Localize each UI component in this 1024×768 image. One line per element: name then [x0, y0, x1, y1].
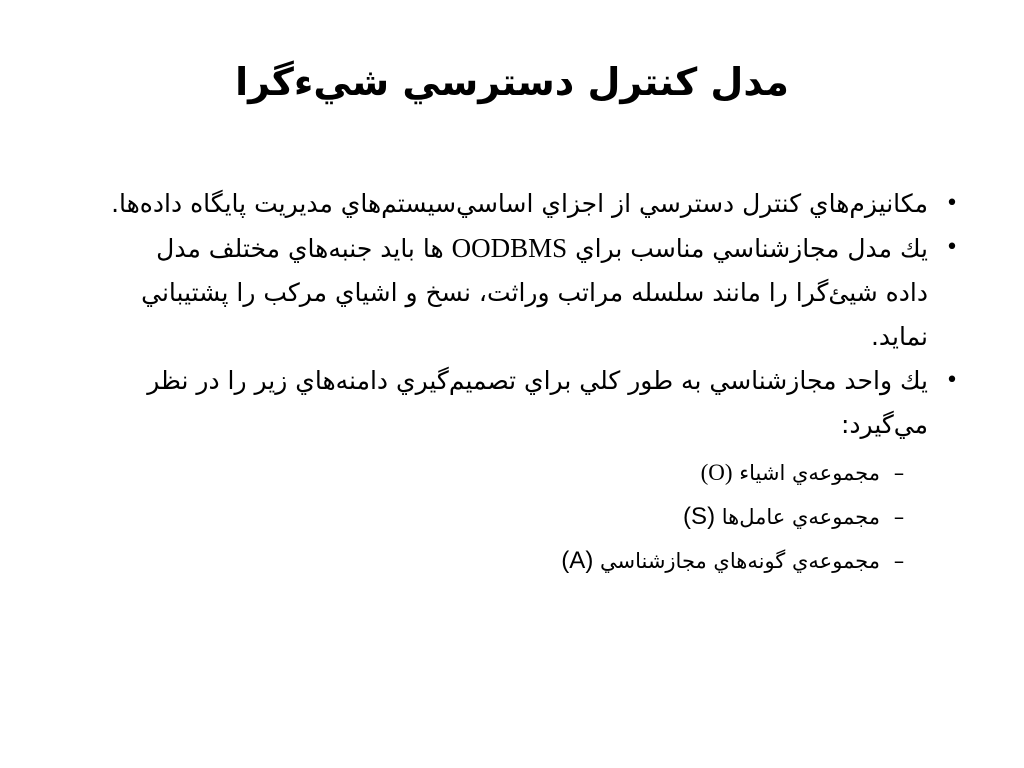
- bullet-item-2: [108, 226, 959, 359]
- dash-icon: –: [893, 461, 905, 485]
- bullet-text-part: ها بايد جنبه‌هاي مختلف مدل داده شيئ‌گرا را مانند سلسله مراتب وراثت، نسخ و اشياي مركب را پشتيباني نمايد.: [141, 234, 928, 351]
- sub-item-objects: [108, 451, 905, 495]
- sub-item-authorizations: [108, 539, 905, 583]
- dash-icon: –: [893, 505, 905, 529]
- dash-icon: –: [893, 549, 905, 573]
- bullet-icon: •: [945, 368, 959, 393]
- sub-item-symbol: (S): [683, 503, 716, 530]
- slide-title: مدل كنترل دسترسي شيءگرا: [235, 60, 789, 104]
- bullet-text: [141, 234, 928, 351]
- sub-item-subjects: [108, 495, 905, 539]
- sub-item-symbol: (A): [561, 547, 594, 574]
- sub-list: [108, 451, 928, 583]
- bullet-item-3: [108, 359, 959, 583]
- bullet-text: مكانيزم‌هاي كنترل دسترسي از اجزاي اساسي‌سيستم‌هاي مديريت پايگاه داده‌ها.: [111, 189, 928, 218]
- oodbms-term: OODBMS: [451, 233, 568, 263]
- bullet-icon: •: [945, 191, 959, 216]
- bullet-item-1: [108, 182, 959, 226]
- bullet-icon: •: [945, 235, 959, 260]
- bullet-text-part: يك مدل مجازشناسي مناسب براي: [567, 234, 928, 263]
- sub-item-symbol: (O): [700, 460, 733, 485]
- sub-item-text: مجموعه‌ي عامل‌ها: [715, 505, 880, 529]
- sub-item-text: مجموعه‌ي گونه‌هاي مجازشناسي: [593, 549, 880, 573]
- bullet-list: [108, 182, 959, 583]
- bullet-text: يك واحد مجازشناسي به طور كلي براي تصميم‌گيري دامنه‌هاي زير را در نظر مي‌گيرد:: [147, 366, 928, 439]
- sub-item-text: مجموعه‌ي اشياء: [732, 461, 880, 485]
